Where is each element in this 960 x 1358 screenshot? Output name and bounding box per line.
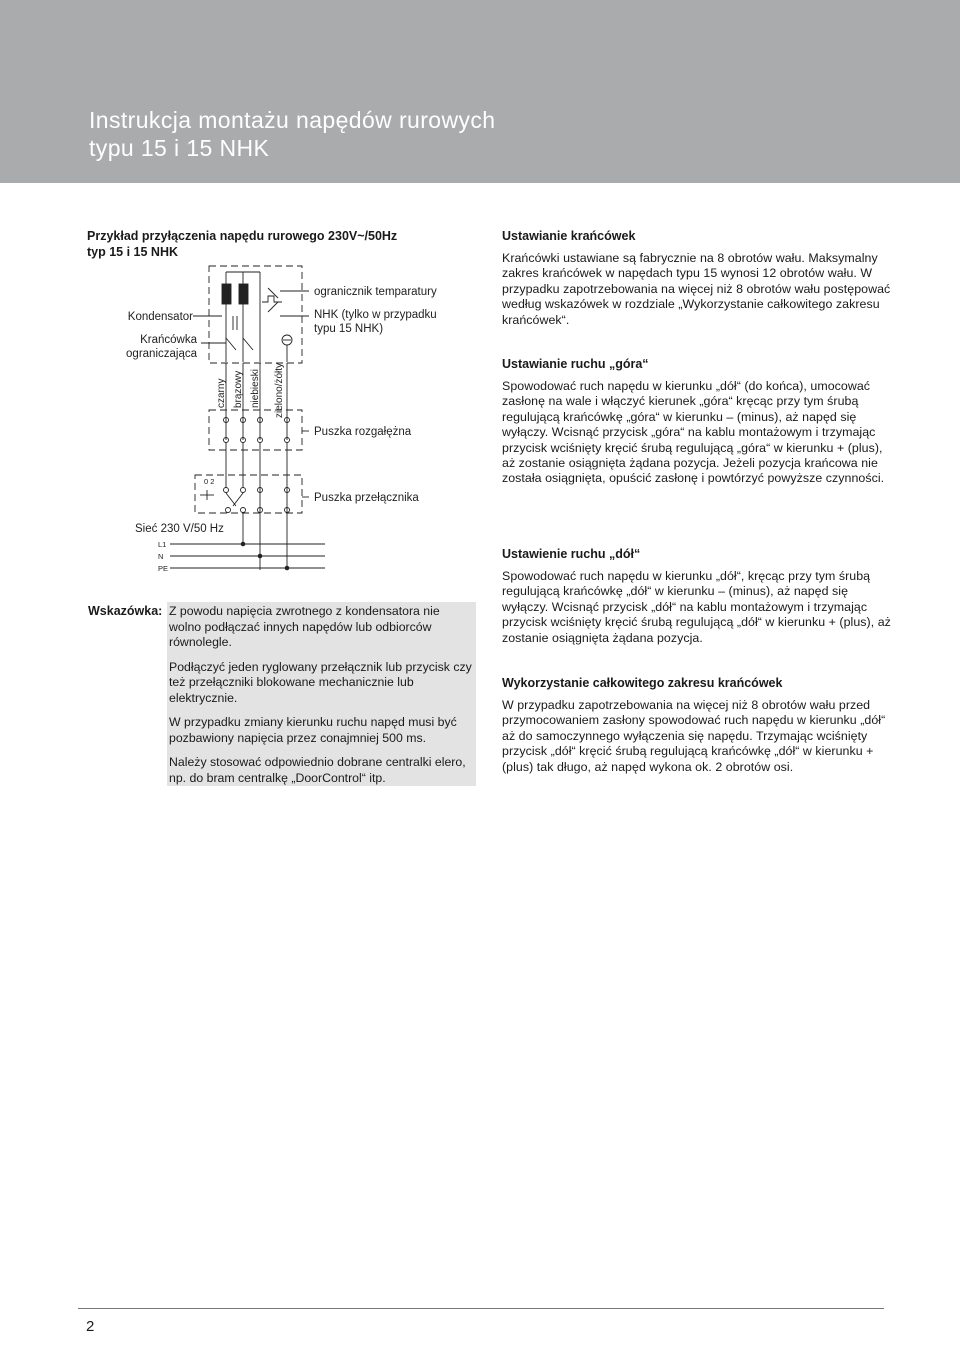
earth-icon bbox=[282, 335, 292, 345]
section-title: Wykorzystanie całkowitego zakresu krańcówek bbox=[502, 676, 783, 690]
note-label: Wskazówka: bbox=[88, 604, 163, 618]
note-paragraph: Podłączyć jeden ryglowany przełącznik lub przycisk czy też przełączniki blokowane mechanicznie lub elektrycznie. bbox=[169, 659, 472, 705]
section-body: W przypadku zapotrzebowania na więcej niż 8 obrotów wału przed przymocowaniem zasłony spowodować ruch napędu w kierunku „dół“ aż do samoczynnego wyłączenia się napędu. Trzymając wciśnięty przycisk „dół“ kręcić śrubą regulującą krańcówkę „dół“ w kierunku + (plus) tak długo, aż napęd wykona ok. 2 obrotów osi. bbox=[502, 698, 886, 774]
section-ruch-dol bbox=[502, 546, 894, 646]
label-puszka-przelacznika: Puszka przełącznika bbox=[314, 492, 419, 504]
section-ruch-gora bbox=[502, 356, 894, 487]
section-body: Spowodować ruch napędu w kierunku „dół“, kręcąc przy tym śrubą regulującą krańcówkę „dół“ w kierunku – (minus), aż napęd się wyłączy. Wcisnąć przycisk „dół“ na kablu montażowym i trzymając przycisk wciśnięty kręcić śrubą regulującą „dół“ w kierunku + (plus), aż zostanie osiągnięta żądana pozycja. bbox=[502, 569, 891, 645]
label-nhk-2: typu 15 NHK) bbox=[314, 323, 384, 335]
section-ustawianie-krancowek bbox=[502, 228, 894, 328]
section-title: Ustawianie krańcówek bbox=[502, 229, 636, 243]
label-puszka-rozgalezna: Puszka rozgałężna bbox=[314, 426, 412, 438]
motor-housing-outline bbox=[209, 266, 302, 363]
label-n: N bbox=[158, 552, 164, 561]
label-ogranicznik: ogranicznik temparatury bbox=[314, 286, 437, 298]
label-siec: Sieć 230 V/50 Hz bbox=[135, 523, 224, 535]
page-title-line2: typu 15 i 15 NHK bbox=[89, 135, 270, 161]
page-title-line1: Instrukcja montażu napędów rurowych bbox=[89, 107, 496, 133]
diagram-heading bbox=[87, 228, 447, 260]
diagram-heading-line1: Przykład przyłączenia napędu rurowego 230V~/50Hz bbox=[87, 229, 398, 243]
label-switch-mark: 0 2 bbox=[204, 477, 215, 486]
section-title: Ustawienie ruchu „dół“ bbox=[502, 547, 641, 561]
capacitor-symbol-2 bbox=[239, 284, 248, 304]
junction-box-outline bbox=[209, 410, 302, 450]
note-box bbox=[167, 602, 476, 786]
note-paragraph: Należy stosować odpowiednio dobrane centralki elero, np. do bram centralkę „DoorControl“ itp. bbox=[169, 755, 466, 785]
wire-label-czarny: czarny bbox=[216, 378, 227, 408]
label-pe: PE bbox=[158, 564, 169, 573]
note-paragraph: Z powodu napięcia zwrotnego z kondensatora nie wolno podłączać innych napędów lub odbiorców równolegle. bbox=[169, 604, 440, 649]
wire-label-zielono-zolty: zielono/żółty bbox=[274, 362, 285, 418]
section-title: Ustawianie ruchu „góra“ bbox=[502, 357, 649, 371]
wire-label-brazowy: brązowy bbox=[233, 370, 244, 408]
diagram-heading-line2: typ 15 i 15 NHK bbox=[87, 245, 179, 259]
label-krancowka-2: ograniczająca bbox=[126, 348, 197, 360]
section-body: Spowodować ruch napędu w kierunku „dół“ (do końca), umocować zasłonę na wale i włączyć kierunek „góra“ kręcąc przy tym śrubą regulującą krańcówkę „góra“ w kierunku – (minus), aż napęd się wyłączy. Wcisnąć przycisk „góra“ na kablu montażowym i trzymając przycisk wciśnięty kręcić śrubą regulującą „góra“ w kierunku + (plus), aż zostanie osiągnięta żądana pozycja. Jeżeli pozycja krańcowa nie została osiągnięta, opuścić zasłonę i powtórzyć powyższe czynności. bbox=[502, 379, 885, 486]
switch-box-outline bbox=[195, 475, 302, 513]
note-paragraph: W przypadku zmiany kierunku ruchu napęd musi być pozbawiony napięcia przez conajmniej 500 ms. bbox=[169, 715, 457, 745]
section-calkowity-zakres bbox=[502, 675, 894, 775]
label-l1: L1 bbox=[158, 540, 167, 549]
page-number: 2 bbox=[86, 1318, 95, 1335]
wire-label-niebieski: niebieski bbox=[250, 369, 261, 408]
label-krancowka-1: Krańcówka bbox=[140, 334, 197, 346]
footer-rule bbox=[78, 1308, 884, 1309]
capacitor-symbol bbox=[222, 284, 231, 304]
label-nhk-1: NHK (tylko w przypadku bbox=[314, 309, 437, 321]
page-title bbox=[89, 106, 495, 162]
label-kondensator: Kondensator bbox=[127, 311, 193, 323]
section-body: Krańcówki ustawiane są fabrycznie na 8 obrotów wału. Maksymalny zakres krańcówek w napędach typu 15 wynosi 12 obrotów wału. W przypadku zapotrzebowania na więcej niż 8 obrotów wału postępować według wskazówek w rozdziale „Wykorzystanie całkowitego zakresu krańcówek“. bbox=[502, 251, 891, 327]
